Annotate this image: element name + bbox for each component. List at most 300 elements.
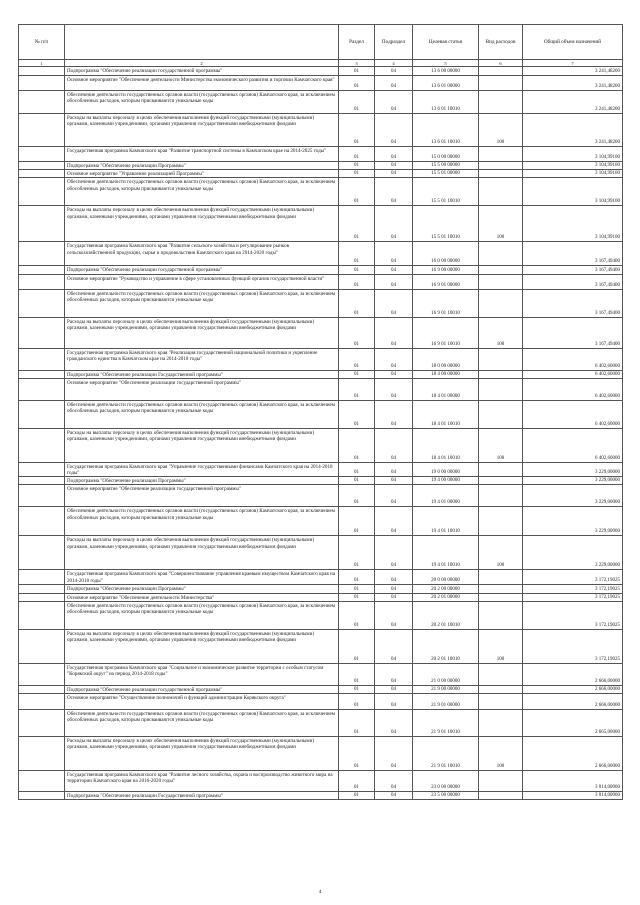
column-number: 2 (65, 60, 339, 67)
row-razdel-cell: 01 (339, 67, 375, 76)
row-podrazdel-cell: 04 (375, 274, 413, 289)
row-name-cell: Основное мероприятие "Осуществление полномочий и функций администрации Корякского округа" (65, 694, 339, 710)
row-razdel-cell: 01 (339, 507, 375, 536)
row-razdel-cell: 01 (339, 114, 375, 147)
row-podrazdel-cell: 04 (375, 694, 413, 710)
row-target-article-cell: 19 4 01 00000 (413, 485, 479, 507)
table-row (19, 162, 623, 170)
row-razdel-cell: 01 (339, 694, 375, 710)
row-podrazdel-cell: 04 (375, 507, 413, 536)
row-expense-type-cell (479, 771, 523, 792)
row-sum-cell: 3 229,00000 (523, 462, 623, 476)
row-name-cell: Расходы на выплаты персоналу в целях обеспечения выполнения функций государственными (муниципальными) органами, казенными учреждениями, органами управления государственными внебюджетными фондами (65, 536, 339, 570)
table-row (19, 485, 623, 507)
row-razdel-cell: 01 (339, 289, 375, 317)
row-name-cell: Подпрограмма "Обеспечение реализации Программы" (65, 477, 339, 485)
row-razdel-cell: 01 (339, 601, 375, 629)
row-podrazdel-cell: 04 (375, 485, 413, 507)
row-podrazdel-cell: 04 (375, 593, 413, 601)
row-name-cell: Подпрограмма "Обеспечение реализации Программы" (65, 585, 339, 593)
row-sum-cell: 3 241,48200 (523, 91, 623, 114)
row-expense-type-cell (479, 266, 523, 274)
row-target-article-cell: 19 0 00 00000 (413, 462, 479, 476)
row-razdel-cell: 01 (339, 91, 375, 114)
table-row (19, 585, 623, 593)
row-num-cell (19, 685, 65, 693)
row-razdel-cell: 01 (339, 462, 375, 476)
row-razdel-cell: 01 (339, 147, 375, 162)
row-name-cell: Расходы на выплаты персоналу в целях обеспечения выполнения функций государственными (муниципальными) органами, казенными учреждениями, органами управления государственными внебюджетными фондами (65, 114, 339, 147)
row-podrazdel-cell: 04 (375, 378, 413, 400)
table-row (19, 507, 623, 536)
table-row (19, 76, 623, 91)
row-podrazdel-cell: 04 (375, 289, 413, 317)
table-row (19, 629, 623, 663)
row-num-cell (19, 91, 65, 114)
row-num-cell (19, 737, 65, 771)
row-razdel-cell: 01 (339, 570, 375, 585)
row-expense-type-cell (479, 485, 523, 507)
row-name-cell: Государственная программа Камчатского края "Развитие сельского хозяйства и регулирование рынков сельскохозяйственной продукции, сырья и продовольствия Камчатского края на 2014-2020 годы" (65, 242, 339, 266)
row-name-cell: Государственная программа Камчатского края "Управление государственными финансами Камчатского края на 2014-2018 годы" (65, 462, 339, 476)
row-razdel-cell: 01 (339, 317, 375, 348)
row-name-cell: Основное мероприятие "Обеспечение деятельности Министерства экономического развития и торговли Камчатского края" (65, 76, 339, 91)
row-razdel-cell: 01 (339, 585, 375, 593)
row-num-cell (19, 792, 65, 800)
row-podrazdel-cell: 04 (375, 317, 413, 348)
table-row (19, 242, 623, 266)
row-name-cell: Обеспечение деятельности государственных органов власти (государственных органов) Камчатского края, за исключением обособленных расходов, которым присваиваются уникальные коды (65, 91, 339, 114)
row-expense-type-cell (479, 694, 523, 710)
row-target-article-cell: 16 9 00 00000 (413, 266, 479, 274)
table-row (19, 792, 623, 800)
row-podrazdel-cell: 04 (375, 170, 413, 178)
table-row (19, 378, 623, 400)
row-expense-type-cell (479, 242, 523, 266)
row-podrazdel-cell: 04 (375, 792, 413, 800)
row-expense-type-cell (479, 570, 523, 585)
row-podrazdel-cell: 04 (375, 114, 413, 147)
row-num-cell (19, 67, 65, 76)
table-row (19, 178, 623, 206)
row-podrazdel-cell: 04 (375, 601, 413, 629)
row-expense-type-cell (479, 170, 523, 178)
row-razdel-cell: 01 (339, 771, 375, 792)
row-expense-type-cell (479, 178, 523, 206)
row-name-cell: Расходы на выплаты персоналу в целях обеспечения выполнения функций государственными (муниципальными) органами, казенными учреждениями, органами управления государственными внебюджетными фондами (65, 737, 339, 771)
table-row (19, 147, 623, 162)
row-expense-type-cell (479, 147, 523, 162)
row-num-cell (19, 629, 65, 663)
row-razdel-cell: 01 (339, 477, 375, 485)
row-sum-cell: 3 014,00000 (523, 771, 623, 792)
row-podrazdel-cell: 04 (375, 685, 413, 693)
row-sum-cell: 3 172,19025 (523, 629, 623, 663)
row-podrazdel-cell: 04 (375, 462, 413, 476)
row-target-article-cell: 18 4 01 10010 (413, 400, 479, 428)
row-num-cell (19, 570, 65, 585)
row-num-cell (19, 206, 65, 242)
budget-table (18, 24, 623, 800)
row-expense-type-cell (479, 462, 523, 476)
row-podrazdel-cell: 04 (375, 348, 413, 370)
header-expense-type: Вид расходов (479, 25, 523, 60)
row-expense-type-cell (479, 348, 523, 370)
row-expense-type-cell: 100 (479, 629, 523, 663)
row-sum-cell: 3 104,99100 (523, 147, 623, 162)
row-name-cell: Государственная программа Камчатского края "Развитие лесного хозяйства, охрана и воспроизводство животного мира на территории Камчатского края на 2016-2020 годы" (65, 771, 339, 792)
table-row (19, 266, 623, 274)
row-podrazdel-cell: 04 (375, 663, 413, 685)
row-target-article-cell: 16 0 00 00000 (413, 242, 479, 266)
row-target-article-cell: 21 9 01 10010 (413, 710, 479, 737)
table-row (19, 370, 623, 378)
column-number: 5 (413, 60, 479, 67)
row-num-cell (19, 147, 65, 162)
row-expense-type-cell (479, 593, 523, 601)
header-podrazdel: Подраздел (375, 25, 413, 60)
column-number-row (19, 60, 623, 67)
row-razdel-cell: 01 (339, 378, 375, 400)
row-name-cell: Подпрограмма "Обеспечение реализации Государственной программы" (65, 792, 339, 800)
row-expense-type-cell (479, 477, 523, 485)
row-sum-cell: 3 229,00000 (523, 485, 623, 507)
row-sum-cell: 2 666,00000 (523, 685, 623, 693)
row-podrazdel-cell: 04 (375, 162, 413, 170)
row-sum-cell: 3 229,00000 (523, 507, 623, 536)
row-razdel-cell: 01 (339, 370, 375, 378)
row-podrazdel-cell: 04 (375, 67, 413, 76)
row-num-cell (19, 585, 65, 593)
row-sum-cell: 3 172,19025 (523, 585, 623, 593)
row-sum-cell: 3 167,49400 (523, 266, 623, 274)
table-row (19, 536, 623, 570)
header-razdel: Раздел (339, 25, 375, 60)
row-name-cell: Основное мероприятие "Обеспечение деятельности Министерства" (65, 593, 339, 601)
row-expense-type-cell: 100 (479, 317, 523, 348)
row-podrazdel-cell: 04 (375, 242, 413, 266)
row-name-cell: Основное мероприятие "Руководство и управление в сфере установленных функций органов государственной власти" (65, 274, 339, 289)
row-sum-cell: 2 666,00000 (523, 694, 623, 710)
row-target-article-cell: 18 4 01 10010 (413, 428, 479, 462)
row-num-cell (19, 477, 65, 485)
table-row (19, 428, 623, 462)
row-sum-cell: 2 666,00000 (523, 737, 623, 771)
row-num-cell (19, 317, 65, 348)
row-sum-cell: 3 172,19025 (523, 570, 623, 585)
row-target-article-cell: 18 0 00 00000 (413, 348, 479, 370)
row-target-article-cell: 21 0 00 00000 (413, 663, 479, 685)
header-total-sum: Общий объем назначений (523, 25, 623, 60)
row-expense-type-cell: 100 (479, 206, 523, 242)
row-sum-cell: 3 167,49400 (523, 289, 623, 317)
row-target-article-cell: 16 9 01 10010 (413, 317, 479, 348)
row-target-article-cell: 13 6 01 10010 (413, 114, 479, 147)
table-row (19, 206, 623, 242)
row-expense-type-cell (479, 289, 523, 317)
row-razdel-cell: 01 (339, 348, 375, 370)
row-name-cell: Обеспечение деятельности государственных органов власти (государственных органов) Камчатского края, за исключением обособленных расходов, которым присваиваются уникальные коды (65, 289, 339, 317)
row-sum-cell: 3 229,00000 (523, 536, 623, 570)
header-name (65, 25, 339, 60)
row-name-cell: Подпрограмма "Обеспечение реализации государственной программы" (65, 266, 339, 274)
row-target-article-cell: 15 5 01 10010 (413, 178, 479, 206)
row-podrazdel-cell: 04 (375, 477, 413, 485)
row-num-cell (19, 663, 65, 685)
table-row (19, 710, 623, 737)
row-name-cell: Основное мероприятие "Обеспечение реализации государственной программы" (65, 485, 339, 507)
row-razdel-cell: 01 (339, 206, 375, 242)
row-razdel-cell: 01 (339, 274, 375, 289)
row-podrazdel-cell: 04 (375, 206, 413, 242)
row-razdel-cell: 01 (339, 536, 375, 570)
row-expense-type-cell (479, 76, 523, 91)
table-row (19, 114, 623, 147)
row-name-cell: Подпрограмма "Обеспечение реализации Государственной программы" (65, 370, 339, 378)
row-razdel-cell: 01 (339, 710, 375, 737)
row-num-cell (19, 378, 65, 400)
row-num-cell (19, 114, 65, 147)
row-razdel-cell: 01 (339, 485, 375, 507)
row-sum-cell: 3 172,19025 (523, 593, 623, 601)
row-sum-cell: 6 402,60000 (523, 370, 623, 378)
document-page (18, 24, 622, 895)
row-podrazdel-cell: 04 (375, 428, 413, 462)
row-num-cell (19, 710, 65, 737)
row-name-cell: Государственная программа Камчатского края "Социальное и экономическое развитие территории с особым статусом "Корякский округ" на период 2014-2018 годы" (65, 663, 339, 685)
row-expense-type-cell (479, 400, 523, 428)
row-target-article-cell: 20 2 00 00000 (413, 585, 479, 593)
row-target-article-cell: 16 9 01 00000 (413, 274, 479, 289)
row-sum-cell: 3 229,00000 (523, 477, 623, 485)
table-row (19, 737, 623, 771)
row-target-article-cell: 18 4 01 00000 (413, 378, 479, 400)
row-podrazdel-cell: 04 (375, 147, 413, 162)
row-sum-cell: 6 402,60000 (523, 378, 623, 400)
column-number: 1 (19, 60, 65, 67)
table-row (19, 570, 623, 585)
row-num-cell (19, 370, 65, 378)
row-num-cell (19, 289, 65, 317)
row-razdel-cell: 01 (339, 663, 375, 685)
row-name-cell: Государственная программа Камчатского края "Реализация государственной национальной политики и укрепление гражданского единства в Камчатском крае на 2014-2018 годы" (65, 348, 339, 370)
row-razdel-cell: 01 (339, 242, 375, 266)
row-sum-cell: 3 241,48200 (523, 76, 623, 91)
row-expense-type-cell: 100 (479, 428, 523, 462)
row-num-cell (19, 462, 65, 476)
table-row (19, 685, 623, 693)
row-num-cell (19, 428, 65, 462)
row-expense-type-cell (479, 663, 523, 685)
row-expense-type-cell (479, 601, 523, 629)
row-num-cell (19, 266, 65, 274)
row-razdel-cell: 01 (339, 629, 375, 663)
row-num-cell (19, 771, 65, 792)
row-num-cell (19, 170, 65, 178)
row-expense-type-cell (479, 792, 523, 800)
row-sum-cell: 6 402,60000 (523, 428, 623, 462)
row-podrazdel-cell: 04 (375, 629, 413, 663)
row-razdel-cell: 01 (339, 685, 375, 693)
row-target-article-cell: 23 5 00 00000 (413, 792, 479, 800)
row-expense-type-cell (479, 685, 523, 693)
row-target-article-cell: 15 5 01 10010 (413, 206, 479, 242)
table-row (19, 400, 623, 428)
row-expense-type-cell (479, 162, 523, 170)
row-target-article-cell: 20 2 01 10010 (413, 601, 479, 629)
row-expense-type-cell (479, 91, 523, 114)
row-sum-cell: 3 241,48200 (523, 67, 623, 76)
row-target-article-cell: 20 2 01 10010 (413, 629, 479, 663)
table-row (19, 663, 623, 685)
table-row (19, 593, 623, 601)
row-num-cell (19, 178, 65, 206)
row-podrazdel-cell: 04 (375, 585, 413, 593)
row-target-article-cell: 15 5 01 00000 (413, 170, 479, 178)
row-sum-cell: 3 014,00000 (523, 792, 623, 800)
row-expense-type-cell (479, 378, 523, 400)
row-razdel-cell: 01 (339, 266, 375, 274)
row-podrazdel-cell: 04 (375, 91, 413, 114)
table-body (19, 67, 623, 800)
row-razdel-cell: 01 (339, 76, 375, 91)
row-target-article-cell: 19 4 01 10010 (413, 507, 479, 536)
row-num-cell (19, 162, 65, 170)
row-razdel-cell: 01 (339, 737, 375, 771)
header-num: № п/п (19, 25, 65, 60)
table-row (19, 348, 623, 370)
column-number: 4 (375, 60, 413, 67)
row-target-article-cell: 21 9 01 00000 (413, 694, 479, 710)
row-podrazdel-cell: 04 (375, 536, 413, 570)
row-podrazdel-cell: 04 (375, 76, 413, 91)
row-podrazdel-cell: 04 (375, 737, 413, 771)
row-sum-cell: 3 241,48200 (523, 114, 623, 147)
row-sum-cell: 3 104,99100 (523, 162, 623, 170)
row-sum-cell: 3 104,99100 (523, 170, 623, 178)
row-name-cell: Подпрограмма "Обеспечение реализации государственной программы" (65, 67, 339, 76)
row-sum-cell: 6 402,60000 (523, 348, 623, 370)
row-razdel-cell: 01 (339, 162, 375, 170)
row-target-article-cell: 15 5 00 00000 (413, 162, 479, 170)
row-target-article-cell: 23 0 00 00000 (413, 771, 479, 792)
table-row (19, 462, 623, 476)
row-target-article-cell: 19 4 00 00000 (413, 477, 479, 485)
row-sum-cell: 3 167,49400 (523, 317, 623, 348)
row-target-article-cell: 19 4 01 10010 (413, 536, 479, 570)
row-num-cell (19, 242, 65, 266)
row-sum-cell: 3 104,99100 (523, 206, 623, 242)
row-target-article-cell: 20 0 00 00000 (413, 570, 479, 585)
column-number: 7 (523, 60, 623, 67)
row-name-cell: Расходы на выплаты персоналу в целях обеспечения выполнения функций государственными (муниципальными) органами, казенными учреждениями, органами управления государственными внебюджетными фондами (65, 629, 339, 663)
table-header-row (19, 25, 623, 60)
row-num-cell (19, 507, 65, 536)
row-expense-type-cell: 100 (479, 536, 523, 570)
table-row (19, 477, 623, 485)
table-row (19, 771, 623, 792)
row-expense-type-cell (479, 274, 523, 289)
row-expense-type-cell: 100 (479, 114, 523, 147)
row-sum-cell: 6 402,60000 (523, 400, 623, 428)
row-sum-cell: 3 172,19025 (523, 601, 623, 629)
row-num-cell (19, 400, 65, 428)
row-num-cell (19, 485, 65, 507)
column-number: 6 (479, 60, 523, 67)
row-target-article-cell: 21 9 01 10010 (413, 737, 479, 771)
table-row (19, 170, 623, 178)
row-num-cell (19, 348, 65, 370)
row-name-cell: Государственная программа Камчатского края "Развитие транспортной системы в Камчатском крае на 2014-2025 годы" (65, 147, 339, 162)
row-razdel-cell: 01 (339, 428, 375, 462)
row-razdel-cell: 01 (339, 400, 375, 428)
row-podrazdel-cell: 04 (375, 710, 413, 737)
row-num-cell (19, 536, 65, 570)
row-num-cell (19, 601, 65, 629)
row-target-article-cell: 20 2 01 00000 (413, 593, 479, 601)
row-expense-type-cell: 100 (479, 737, 523, 771)
table-row (19, 317, 623, 348)
row-name-cell: Обеспечение деятельности государственных органов власти (государственных органов) Камчатского края, за исключением обособленных расходов, которым присваиваются уникальные коды (65, 178, 339, 206)
row-podrazdel-cell: 04 (375, 266, 413, 274)
row-name-cell: Расходы на выплаты персоналу в целях обеспечения выполнения функций государственными (муниципальными) органами, казенными учреждениями, органами управления государственными внебюджетными фондами (65, 428, 339, 462)
row-sum-cell: 3 167,49400 (523, 242, 623, 266)
row-sum-cell: 2 665,00000 (523, 710, 623, 737)
table-row (19, 601, 623, 629)
table-row (19, 274, 623, 289)
column-number: 3 (339, 60, 375, 67)
row-num-cell (19, 274, 65, 289)
row-expense-type-cell (479, 710, 523, 737)
row-expense-type-cell (479, 507, 523, 536)
row-num-cell (19, 76, 65, 91)
row-name-cell: Подпрограмма "Обеспечение реализации Программы" (65, 162, 339, 170)
table-row (19, 694, 623, 710)
row-razdel-cell: 01 (339, 170, 375, 178)
row-name-cell: Подпрограмма "Обеспечение реализации государственной программы" (65, 685, 339, 693)
row-num-cell (19, 593, 65, 601)
row-name-cell: Основное мероприятие "Управление реализацией Программы" (65, 170, 339, 178)
row-num-cell (19, 694, 65, 710)
row-sum-cell: 3 167,49400 (523, 274, 623, 289)
row-name-cell: Государственная программа Камчатского края "Совершенствование управления краевым имуществом Камчатского края на 2014-2018 годы" (65, 570, 339, 585)
row-name-cell: Обеспечение деятельности государственных органов власти (государственных органов) Камчатского края, за исключением обособленных расходов, которым присваиваются уникальные коды (65, 400, 339, 428)
row-name-cell: Обеспечение деятельности государственных органов власти (государственных органов) Камчатского края, за исключением обособленных расходов, которым присваиваются уникальные коды (65, 710, 339, 737)
header-target-article: Целевая статья (413, 25, 479, 60)
row-expense-type-cell (479, 67, 523, 76)
row-razdel-cell: 01 (339, 792, 375, 800)
row-razdel-cell: 01 (339, 178, 375, 206)
row-podrazdel-cell: 04 (375, 400, 413, 428)
row-podrazdel-cell: 04 (375, 178, 413, 206)
row-expense-type-cell (479, 585, 523, 593)
table-row (19, 67, 623, 76)
row-target-article-cell: 16 9 01 10010 (413, 289, 479, 317)
row-name-cell: Расходы на выплаты персоналу в целях обеспечения выполнения функций государственными (муниципальными) органами, казенными учреждениями, органами управления государственными внебюджетными фондами (65, 317, 339, 348)
row-target-article-cell: 18 4 00 00000 (413, 370, 479, 378)
table-row (19, 91, 623, 114)
row-podrazdel-cell: 04 (375, 771, 413, 792)
row-target-article-cell: 13 6 01 00000 (413, 76, 479, 91)
row-sum-cell: 3 104,99100 (523, 178, 623, 206)
row-target-article-cell: 13 6 00 00000 (413, 67, 479, 76)
row-name-cell: Обеспечение деятельности государственных органов власти (государственных органов) Камчатского края, за исключением обособленных расходов, которым присваиваются уникальные коды (65, 507, 339, 536)
row-name-cell: Расходы на выплаты персоналу в целях обеспечения выполнения функций государственными (муниципальными) органами, казенными учреждениями, органами управления государственными внебюджетными фондами (65, 206, 339, 242)
page-number: 4 (318, 890, 322, 895)
table-row (19, 289, 623, 317)
row-razdel-cell: 01 (339, 593, 375, 601)
row-expense-type-cell (479, 370, 523, 378)
